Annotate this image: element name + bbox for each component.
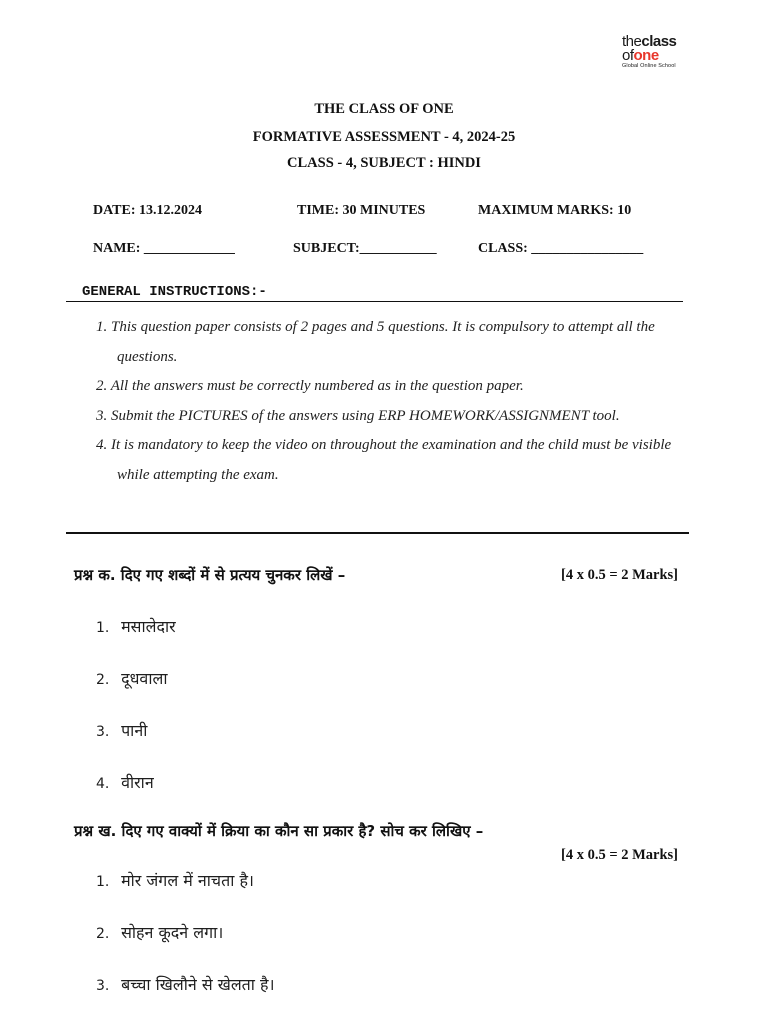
assessment-title: FORMATIVE ASSESSMENT - 4, 2024-25 [252, 129, 516, 145]
question-a-item: 4. वीरान [96, 773, 154, 792]
instructions-heading: GENERAL INSTRUCTIONS:- [82, 284, 267, 300]
question-a-item: 2. दूधवाला [96, 669, 168, 688]
school-title: THE CLASS OF ONE [314, 101, 454, 117]
class-field: CLASS: ________________ [478, 241, 644, 256]
exam-date: DATE: 13.12.2024 [93, 203, 203, 218]
max-marks: MAXIMUM MARKS: 10 [478, 203, 632, 218]
question-b-item: 1. मोर जंगल में नाचता है। [96, 871, 254, 890]
instructions-list [96, 313, 686, 490]
question-a-item: 1. मसालेदार [96, 617, 176, 636]
subject-field: SUBJECT:___________ [293, 241, 437, 256]
heading-divider [66, 301, 683, 302]
question-a-marks: [4 x 0.5 = 2 Marks] [561, 567, 678, 583]
question-a-title: प्रश्न क. दिए गए शब्दों में से प्रत्यय चुनकर लिखें – [74, 566, 346, 584]
question-a-item: 3. पानी [96, 721, 148, 740]
question-b-title: प्रश्न ख. दिए गए वाक्यों में क्रिया का कौन सा प्रकार है? सोच कर लिखिए – [74, 822, 484, 840]
question-b-item: 2. सोहन कूदने लगा। [96, 923, 224, 942]
instruction-item: 3. Submit the PICTURES of the answers using ERP HOMEWORK/ASSIGNMENT tool. [96, 407, 620, 424]
section-divider [66, 532, 689, 534]
exam-time: TIME: 30 MINUTES [297, 203, 426, 218]
question-b-marks: [4 x 0.5 = 2 Marks] [561, 847, 678, 863]
instruction-item: 2. All the answers must be correctly numbered as in the question paper. [96, 378, 524, 394]
question-b-item: 3. बच्चा खिलौने से खेलता है। [96, 975, 275, 994]
logo-tagline: Global Online School [622, 63, 676, 69]
name-field: NAME: _____________ [93, 241, 235, 256]
instruction-item: 4. It is mandatory to keep the video on throughout the examination and the child must be visible while attempting the exam. [96, 437, 672, 483]
school-logo: theclass ofone Global Online School [622, 33, 677, 69]
class-subject-title: CLASS - 4, SUBJECT : HINDI [287, 155, 481, 171]
instruction-item: 1. This question paper consists of 2 pages and 5 questions. It is compulsory to attempt all the questions. [96, 319, 655, 365]
